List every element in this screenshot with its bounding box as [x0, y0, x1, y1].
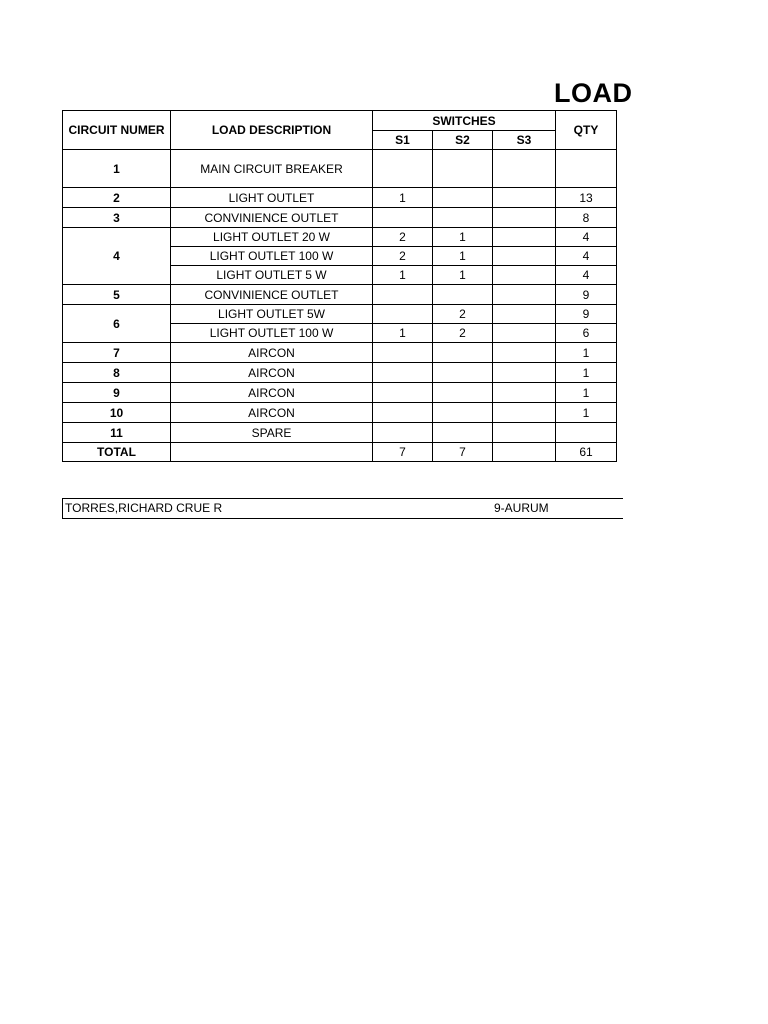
s2-cell [433, 403, 493, 423]
qty-cell: 4 [556, 266, 617, 285]
s1-cell: 1 [373, 188, 433, 208]
s1-cell [373, 150, 433, 188]
circuit-number-cell: 7 [63, 343, 171, 363]
load-description-cell: SPARE [171, 423, 373, 443]
qty-cell: 8 [556, 208, 617, 228]
qty-cell: 9 [556, 305, 617, 324]
header-s1: S1 [373, 131, 433, 150]
s2-cell: 2 [433, 324, 493, 343]
load-schedule-sheet [62, 110, 617, 520]
s1-cell: 1 [373, 324, 433, 343]
header-load-description: LOAD DESCRIPTION [171, 111, 373, 150]
circuit-number-cell: 2 [63, 188, 171, 208]
s3-cell [493, 324, 556, 343]
total-s1-cell: 7 [373, 443, 433, 462]
qty-cell: 13 [556, 188, 617, 208]
load-description-cell: AIRCON [171, 383, 373, 403]
circuit-number-cell: 4 [63, 228, 171, 285]
circuit-number-cell: 1 [63, 150, 171, 188]
total-s3-cell [493, 443, 556, 462]
table-row [63, 228, 617, 247]
table-row [63, 343, 617, 363]
table-row [63, 403, 617, 423]
s3-cell [493, 150, 556, 188]
load-description-cell: CONVINIENCE OUTLET [171, 208, 373, 228]
circuit-number-cell: 8 [63, 363, 171, 383]
circuit-number-cell: 3 [63, 208, 171, 228]
qty-cell: 4 [556, 247, 617, 266]
header-circuit-number: CIRCUIT NUMER [63, 111, 171, 150]
load-description-cell: CONVINIENCE OUTLET [171, 285, 373, 305]
s1-cell [373, 423, 433, 443]
total-description-cell [171, 443, 373, 462]
s1-cell [373, 208, 433, 228]
table-row [63, 188, 617, 208]
load-description-cell: LIGHT OUTLET [171, 188, 373, 208]
s3-cell [493, 403, 556, 423]
s2-cell [433, 188, 493, 208]
s2-cell: 1 [433, 247, 493, 266]
qty-cell: 1 [556, 363, 617, 383]
s2-cell [433, 285, 493, 305]
header-qty: QTY [556, 111, 617, 150]
circuit-number-cell: 10 [63, 403, 171, 423]
table-row [63, 383, 617, 403]
s2-cell [433, 383, 493, 403]
circuit-number-cell: 6 [63, 305, 171, 343]
s1-cell: 2 [373, 247, 433, 266]
s3-cell [493, 383, 556, 403]
s3-cell [493, 363, 556, 383]
load-schedule-table [62, 110, 617, 462]
s1-cell: 1 [373, 266, 433, 285]
student-name: TORRES,RICHARD CRUE R [65, 501, 223, 515]
circuit-number-cell: 5 [63, 285, 171, 305]
s2-cell: 1 [433, 266, 493, 285]
student-section: 9-AURUM [494, 501, 549, 515]
table-row [63, 305, 617, 324]
load-description-cell: AIRCON [171, 403, 373, 423]
load-description-cell: LIGHT OUTLET 100 W [171, 324, 373, 343]
total-qty-cell: 61 [556, 443, 617, 462]
s1-cell [373, 305, 433, 324]
total-s2-cell: 7 [433, 443, 493, 462]
qty-cell [556, 150, 617, 188]
s3-cell [493, 266, 556, 285]
s3-cell [493, 247, 556, 266]
load-description-cell: AIRCON [171, 363, 373, 383]
s2-cell [433, 343, 493, 363]
qty-cell: 4 [556, 228, 617, 247]
load-description-cell: LIGHT OUTLET 5 W [171, 266, 373, 285]
s3-cell [493, 285, 556, 305]
header-switches: SWITCHES [373, 111, 556, 131]
load-description-cell: MAIN CIRCUIT BREAKER [171, 150, 373, 188]
total-label-cell: TOTAL [63, 443, 171, 462]
s3-cell [493, 343, 556, 363]
table-row [63, 150, 617, 188]
table-row [63, 423, 617, 443]
s3-cell [493, 228, 556, 247]
load-description-cell: AIRCON [171, 343, 373, 363]
s1-cell [373, 383, 433, 403]
s3-cell [493, 188, 556, 208]
s1-cell: 2 [373, 228, 433, 247]
qty-cell: 1 [556, 383, 617, 403]
table-row [63, 285, 617, 305]
circuit-number-cell: 9 [63, 383, 171, 403]
qty-cell: 6 [556, 324, 617, 343]
qty-cell [556, 423, 617, 443]
page-title: LOAD [554, 78, 633, 108]
s2-cell [433, 423, 493, 443]
header-row [63, 111, 617, 131]
header-s2: S2 [433, 131, 493, 150]
s1-cell [373, 343, 433, 363]
load-description-cell: LIGHT OUTLET 20 W [171, 228, 373, 247]
s1-cell [373, 363, 433, 383]
qty-cell: 1 [556, 403, 617, 423]
qty-cell: 1 [556, 343, 617, 363]
circuit-number-cell: 11 [63, 423, 171, 443]
s3-cell [493, 423, 556, 443]
s2-cell: 1 [433, 228, 493, 247]
load-description-cell: LIGHT OUTLET 5W [171, 305, 373, 324]
s2-cell: 2 [433, 305, 493, 324]
s2-cell [433, 208, 493, 228]
table-row [63, 208, 617, 228]
s3-cell [493, 208, 556, 228]
student-footer-row [62, 498, 623, 519]
table-row [63, 363, 617, 383]
total-row [63, 443, 617, 462]
s1-cell [373, 403, 433, 423]
qty-cell: 9 [556, 285, 617, 305]
header-s3: S3 [493, 131, 556, 150]
s2-cell [433, 150, 493, 188]
s3-cell [493, 305, 556, 324]
s1-cell [373, 285, 433, 305]
load-description-cell: LIGHT OUTLET 100 W [171, 247, 373, 266]
s2-cell [433, 363, 493, 383]
